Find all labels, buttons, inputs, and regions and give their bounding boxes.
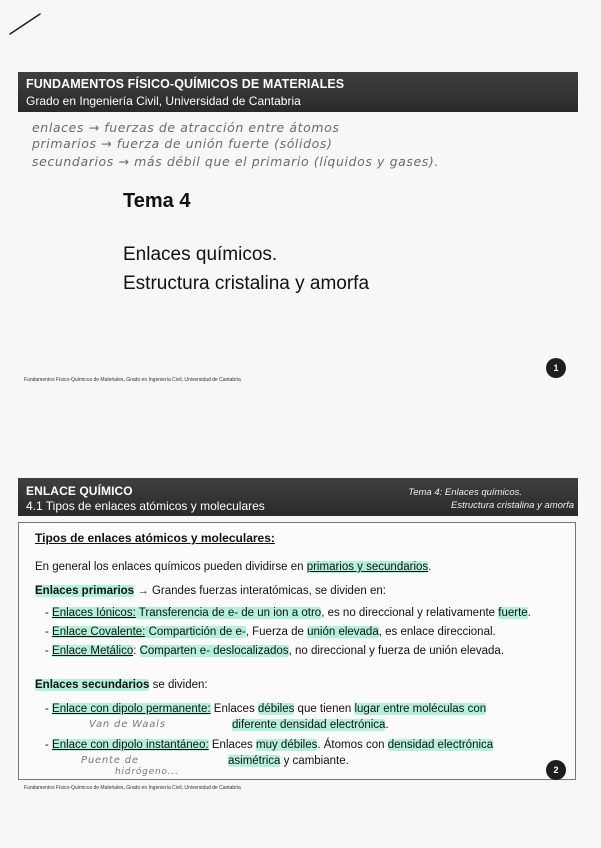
secundarios-label: Enlaces secundarios	[35, 679, 150, 691]
slide-1-header	[18, 72, 578, 112]
ionico-text-a: Transferencia de e- de un ion a otro	[135, 607, 322, 619]
pen-stroke-mark	[6, 8, 46, 38]
ionico-text-c: fuerte	[498, 607, 528, 619]
handwritten-van-der-waals: Van de Waals	[89, 719, 166, 730]
covalente-line	[45, 626, 496, 638]
tema-title: Tema 4	[123, 190, 191, 212]
intro-highlight: primarios y secundarios	[306, 561, 429, 573]
dipolo-inst-text-f: y cambiante.	[280, 755, 349, 767]
primarios-text: Grandes fuerzas interatómicas, se dividen en:	[148, 585, 386, 597]
dipolo-inst-text-e: asimétrica	[228, 755, 281, 767]
dipolo-permanente-line-2	[232, 719, 389, 731]
page-number-badge: 2	[546, 760, 566, 780]
metalico-text-b: Comparten e- deslocalizados	[139, 645, 289, 657]
handwritten-note-3: secundarios → más débil que el primario (líquidos y gases).	[32, 154, 439, 169]
bullet-dash: -	[45, 739, 53, 751]
bullet-dash: -	[45, 626, 53, 638]
ionico-label: Enlaces Iónicos:	[52, 607, 136, 619]
dipolo-instantaneo-label: Enlace con dipolo instantáneo:	[52, 739, 209, 751]
bullet-dash: -	[45, 645, 53, 657]
secundarios-line	[35, 679, 208, 691]
dipolo-perm-text-d: lugar entre moléculas con	[354, 703, 487, 715]
dipolo-inst-text-a: Enlaces	[208, 739, 256, 751]
intro-text-a: En general los enlaces químicos pueden dividirse en	[35, 561, 307, 573]
content-box	[18, 522, 576, 780]
dipolo-perm-text-c: que tienen	[294, 703, 355, 715]
slide-2-header	[18, 478, 578, 516]
dipolo-inst-text-b: muy débiles	[256, 739, 318, 751]
metalico-text-c: , no direccional y fuerza de unión elevada.	[288, 645, 505, 657]
slide-title-line-1: Enlaces químicos.	[123, 244, 278, 265]
slide-footer: Fundamentos Físico-Químicos de Materiales, Grado en Ingeniería Civil, Universidad de Cantabria	[24, 785, 241, 791]
box-heading: Tipos de enlaces atómicos y moleculares:	[35, 531, 275, 545]
dipolo-inst-text-c: . Átomos con	[317, 739, 388, 751]
dipolo-perm-text-e: diferente densidad electrónica	[232, 719, 386, 731]
ionico-text-b: , es no direccional y relativamente	[321, 607, 499, 619]
bullet-dash: -	[45, 607, 53, 619]
ionico-line	[45, 607, 531, 619]
covalente-text-a: Compartición de e-	[145, 626, 246, 638]
dipolo-perm-text-b: débiles	[257, 703, 295, 715]
header-subtitle: Grado en Ingeniería Civil, Universidad de Cantabria	[26, 94, 301, 108]
dipolo-permanente-line-1	[45, 703, 486, 715]
header-title: FUNDAMENTOS FÍSICO-QUÍMICOS DE MATERIALES	[26, 77, 345, 91]
dipolo-inst-text-d: densidad electrónica	[387, 739, 494, 751]
handwritten-puente-1: Puente de	[81, 755, 139, 766]
header-subtitle: 4.1 Tipos de enlaces atómicos y moleculares	[26, 499, 265, 513]
primarios-line	[35, 585, 386, 597]
secundarios-text: se dividen:	[149, 679, 208, 691]
covalente-text-b: , Fuerza de	[245, 626, 308, 638]
dipolo-perm-text-a: Enlaces	[210, 703, 258, 715]
covalente-text-c: unión elevada	[307, 626, 379, 638]
slide-footer: Fundamentos Físico-Químicos de Materiales, Grado en Ingeniería Civil, Universidad de Cantabria	[24, 377, 241, 383]
tema-reference-line-1: Tema 4: Enlaces químicos.	[408, 487, 522, 498]
covalente-text-d: , es enlace direccional.	[378, 626, 496, 638]
dipolo-perm-text-f: .	[385, 719, 389, 731]
dipolo-instantaneo-line-1	[45, 739, 493, 751]
slide-2	[18, 478, 578, 798]
intro-line	[35, 561, 431, 573]
dipolo-permanente-label: Enlace con dipolo permanente:	[52, 703, 211, 715]
ionico-text-d: .	[527, 607, 531, 619]
slide-1	[18, 72, 578, 402]
header-title: ENLACE QUÍMICO	[26, 484, 133, 498]
page-number-badge: 1	[546, 358, 566, 378]
intro-text-c: .	[428, 561, 432, 573]
tema-reference-line-2: Estructura cristalina y amorfa	[450, 500, 574, 511]
tema-reference	[408, 486, 574, 512]
metalico-text-a: :	[133, 645, 140, 657]
bullet-dash: -	[45, 703, 53, 715]
handwritten-note-1: enlaces → fuerzas de atracción entre átomos	[32, 120, 340, 135]
metalico-line	[45, 645, 504, 657]
covalente-label: Enlace Covalente:	[52, 626, 146, 638]
slide-title-line-2: Estructura cristalina y amorfa	[123, 273, 370, 294]
handwritten-puente-2: hidrógeno...	[115, 767, 179, 777]
dipolo-instantaneo-line-2	[228, 755, 349, 767]
handwritten-note-2: primarios → fuerza de unión fuerte (sólidos)	[32, 136, 333, 151]
primarios-label: Enlaces primarios	[35, 585, 135, 597]
metalico-label: Enlace Metálico	[52, 645, 134, 657]
arrow-icon: →	[137, 585, 149, 597]
